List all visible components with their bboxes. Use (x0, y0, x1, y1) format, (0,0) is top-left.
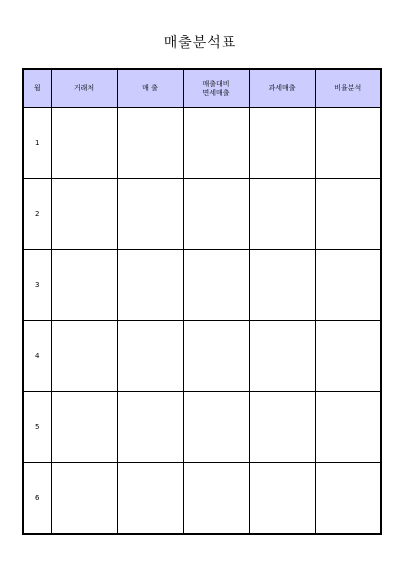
taxable-sales-cell[interactable] (249, 250, 315, 321)
taxable-sales-cell[interactable] (249, 108, 315, 179)
client-cell[interactable] (51, 321, 117, 392)
taxable-sales-cell[interactable] (249, 179, 315, 250)
sales-cell[interactable] (117, 179, 183, 250)
column-header-taxable-sales: 과세매출 (249, 69, 315, 108)
table-row (23, 179, 381, 250)
table-header-row (23, 69, 381, 108)
table-row (23, 463, 381, 535)
sales-cell[interactable] (117, 392, 183, 463)
exempt-sales-cell[interactable] (183, 321, 249, 392)
ratio-cell[interactable] (315, 392, 381, 463)
month-cell: 4 (23, 321, 51, 392)
column-header-exempt-sales: 매출대비 면세매출 (183, 69, 249, 108)
client-cell[interactable] (51, 108, 117, 179)
exempt-sales-cell[interactable] (183, 108, 249, 179)
month-cell: 2 (23, 179, 51, 250)
month-cell: 5 (23, 392, 51, 463)
table-row (23, 321, 381, 392)
client-cell[interactable] (51, 463, 117, 535)
sales-analysis-table (22, 68, 382, 535)
column-header-month: 월 (23, 69, 51, 108)
month-cell: 3 (23, 250, 51, 321)
ratio-cell[interactable] (315, 179, 381, 250)
column-header-sales: 매 출 (117, 69, 183, 108)
table-row (23, 392, 381, 463)
column-header-ratio-analysis: 비율분석 (315, 69, 381, 108)
taxable-sales-cell[interactable] (249, 321, 315, 392)
taxable-sales-cell[interactable] (249, 392, 315, 463)
ratio-cell[interactable] (315, 321, 381, 392)
exempt-sales-cell[interactable] (183, 463, 249, 535)
table-row (23, 250, 381, 321)
sales-cell[interactable] (117, 321, 183, 392)
column-header-client: 거래처 (51, 69, 117, 108)
month-cell: 6 (23, 463, 51, 535)
sales-cell[interactable] (117, 463, 183, 535)
ratio-cell[interactable] (315, 463, 381, 535)
client-cell[interactable] (51, 250, 117, 321)
ratio-cell[interactable] (315, 250, 381, 321)
sales-cell[interactable] (117, 250, 183, 321)
exempt-sales-cell[interactable] (183, 250, 249, 321)
exempt-sales-cell[interactable] (183, 179, 249, 250)
client-cell[interactable] (51, 179, 117, 250)
document-title: 매출분석표 (163, 35, 237, 51)
table-row (23, 108, 381, 179)
client-cell[interactable] (51, 392, 117, 463)
month-cell: 1 (23, 108, 51, 179)
sales-cell[interactable] (117, 108, 183, 179)
exempt-sales-cell[interactable] (183, 392, 249, 463)
ratio-cell[interactable] (315, 108, 381, 179)
taxable-sales-cell[interactable] (249, 463, 315, 535)
